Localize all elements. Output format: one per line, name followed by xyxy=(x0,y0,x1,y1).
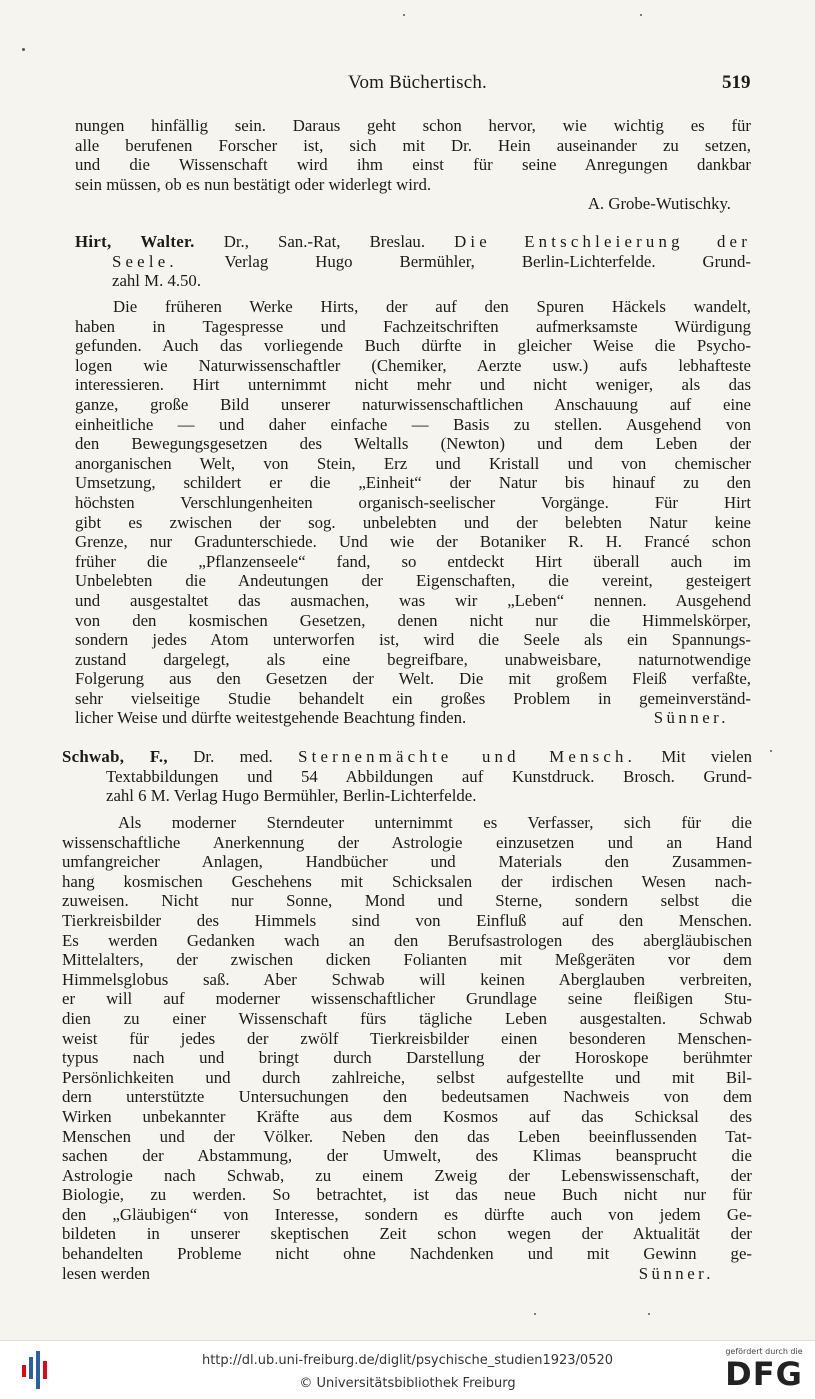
text-line: Unbelebten die Andeutungen der Eigenschaften, die vereint, gesteigert xyxy=(75,571,751,591)
text-line: den Bewegungsgesetzen des Weltalls (Newton) und dem Leben der xyxy=(75,434,751,454)
text-line: er will auf moderner wissenschaftlicher Grundlage seine fleißigen Stu- xyxy=(62,989,752,1009)
citation-line: Textabbildungen und 54 Abbildungen auf Kunstdruck. Brosch. Grund- xyxy=(106,766,752,786)
text-line: Astrologie nach Schwab, zu einem Zweig der Lebenswissenschaft, der xyxy=(62,1165,752,1185)
text-line: den „Gläubigen“ von Interesse, sondern es dürfte auch von jedem Ge- xyxy=(62,1204,752,1224)
text-line: Himmelsglobus saß. Aber Schwab will keinen Aberglauben verbreiten, xyxy=(62,969,752,989)
text-line: zustand dargelegt, als eine begreifbare, unabweisbare, naturnotwendige xyxy=(75,649,751,669)
citation-line xyxy=(75,232,751,252)
entry-author: Hirt, Walter. xyxy=(75,232,195,251)
text-line: hang kosmischen Geschehens mit Schicksalen der irdischen Wesen nach- xyxy=(62,871,752,891)
book-title: Die Entschleierung der xyxy=(454,232,751,251)
text-line: dern unterstützte Untersuchungen den bedeutsamen Nachweis von dem xyxy=(62,1087,752,1107)
text-line: haben in Tagespresse und Fachzeitschriften aufmerksamste Würdigung xyxy=(75,316,751,336)
citation-text: Mit vielen xyxy=(636,747,752,766)
review-signature: Sünner. xyxy=(638,1263,714,1283)
scan-speck xyxy=(648,1313,650,1315)
text-line: dien zu einer Wissenschaft fürs tägliche Leben ausgestalten. Schwab xyxy=(62,1008,752,1028)
text-line: Menschen und der Völker. Neben den das Leben beeinflussenden Tat- xyxy=(62,1126,752,1146)
text-line: behandelten Probleme nicht ohne Nachdenken und mit Gewinn ge- xyxy=(62,1244,752,1264)
scan-speck xyxy=(770,750,772,752)
scan-speck xyxy=(640,14,642,16)
scan-speck xyxy=(534,1313,536,1315)
citation-line xyxy=(62,747,752,767)
book-title: Seele. xyxy=(112,251,178,271)
book-title: Sternenmächte und Mensch. xyxy=(298,747,637,766)
text-line: Persönlichkeiten und durch zahlreiche, selbst aufgestellte und mit Bil- xyxy=(62,1067,752,1087)
review-body-hirt xyxy=(75,297,751,728)
text-line: sein müssen, ob es nun bestätigt oder widerlegt wird. xyxy=(75,174,432,194)
page-number: 519 xyxy=(722,72,751,93)
dfg-logo-text: DFG xyxy=(725,1355,803,1393)
review-signature: Sünner. xyxy=(653,708,729,728)
last-line-with-signature xyxy=(62,1264,752,1284)
text-line: alle berufenen Forscher ist, sich mit Dr. Hein auseinander zu setzen, xyxy=(75,135,751,155)
review-body-schwab xyxy=(62,813,752,1283)
dfg-logo xyxy=(720,1347,808,1395)
copyright-notice: © Universitätsbibliothek Freiburg xyxy=(299,1376,516,1391)
review-signature: A. Grobe-Wutischky. xyxy=(587,194,731,214)
text-line: sehr vielseitige Studie behandelt ein großes Problem in gemeinverständ- xyxy=(75,688,751,708)
text-line: nungen hinfällig sein. Daraus geht schon hervor, wie wichtig es für xyxy=(75,116,751,135)
text-line: zuweisen. Nicht nur Sonne, Mond und Sterne, sondern selbst die xyxy=(62,891,752,911)
text-line: anorganischen Welt, von Stein, Erz und Kristall und von chemischer xyxy=(75,453,751,473)
text-line: und die Wissenschaft wird ihm einst für seine Anregungen dankbar xyxy=(75,155,751,175)
text-line: gibt es zwischen der sog. unbelebten und der belebten Natur keine xyxy=(75,512,751,532)
text-line: ganze, große Bild unserer naturwissenschaftlichen Anschauung auf eine xyxy=(75,394,751,414)
viewer-footer xyxy=(0,1340,815,1399)
text-line: einheitliche — und daher einfache — Basis zu stellen. Ausgehend von xyxy=(75,414,751,434)
text-line: von den kosmischen Gesetzen, denen nicht nur die Himmelskörper, xyxy=(75,610,751,630)
citation-text: Verlag Hugo Bermühler, Berlin-Lichterfelde. Grund- xyxy=(177,251,751,271)
text-line: bildeten in unserer skeptischen Zeit schon wegen der Aktualität der xyxy=(62,1224,752,1244)
permalink-url[interactable]: http://dl.ub.uni-freiburg.de/diglit/psychische_studien1923/0520 xyxy=(201,1353,614,1368)
text-line: Folgerung aus den Gesetzen der Welt. Die mit großem Fleiß verfaßte, xyxy=(75,669,751,689)
last-line-with-signature xyxy=(75,708,751,728)
text-line: Es werden Gedanken wach an den Berufsastrologen des abergläubischen xyxy=(62,930,752,950)
text-line: wissenschaftliche Anerkennung der Astrologie einzusetzen und an Hand xyxy=(62,832,752,852)
citation-line: zahl 6 M. Verlag Hugo Bermühler, Berlin-Lichterfelde. xyxy=(106,786,477,806)
scan-speck xyxy=(22,48,25,51)
text-line: umfangreicher Anlagen, Handbücher und Materials den Zusammen- xyxy=(62,852,752,872)
text-line: Grenze, nur Gradunterschiede. Und wie der Botaniker R. H. Francé schon xyxy=(75,532,751,552)
citation-line xyxy=(75,252,751,272)
text-line: sondern jedes Atom unterworfen ist, wird die Seele als ein Spannungs- xyxy=(75,630,751,650)
text-line: lesen werden xyxy=(62,1263,151,1283)
text-line: weist für jedes der zwölf Tierkreisbilder einen besonderen Menschen- xyxy=(62,1028,752,1048)
text-line: Die früheren Werke Hirts, der auf den Spuren Häckels wandelt, xyxy=(113,297,751,316)
continuation-paragraph xyxy=(75,116,751,214)
text-line: Tierkreisbilder des Himmels sind von Einfluß auf den Menschen. xyxy=(62,910,752,930)
text-line: und ausgestaltet das ausmachen, was wir „Leben“ nennen. Ausgehend xyxy=(75,590,751,610)
text-line: typus nach und bringt durch Darstellung der Horoskope berühmter xyxy=(62,1048,752,1068)
book-entry-schwab xyxy=(62,747,752,806)
text-line: Umsetzung, schildert er die „Einheit“ der Natur bis hinauf zu den xyxy=(75,473,751,493)
running-header-title: Vom Büchertisch. xyxy=(347,72,487,93)
text-line: Mittelalters, der zwischen dicken Folianten mit Meßgeräten vor dem xyxy=(62,950,752,970)
text-line: logen wie Naturwissenschaftler (Chemiker, Aerzte usw.) aufs lebhafteste xyxy=(75,355,751,375)
dfg-caption: gefördert durch die xyxy=(725,1347,803,1356)
text-line: Biologie, zu werden. So betrachtet, ist das neue Buch nicht nur für xyxy=(62,1185,752,1205)
text-line: Wirken unbekannter Kräfte aus dem Kosmos auf das Schicksal des xyxy=(62,1106,752,1126)
citation-text: Dr. med. xyxy=(167,747,299,766)
citation-text: Dr., San.-Rat, Breslau. xyxy=(194,232,455,251)
text-line: licher Weise und dürfte weitestgehende Beachtung finden. xyxy=(75,708,467,728)
scan-speck xyxy=(403,14,405,16)
text-line: früher die „Pflanzenseele“ fand, so entdeckt Hirt überall auch im xyxy=(75,551,751,571)
text-line: interessieren. Hirt unternimmt nicht mehr und nicht weniger, als das xyxy=(75,375,751,395)
entry-author: Schwab, F., xyxy=(62,747,168,766)
book-entry-hirt xyxy=(75,232,751,291)
text-line: sachen der Abstammung, der Umwelt, des Klimas beansprucht die xyxy=(62,1146,752,1166)
citation-line: zahl M. 4.50. xyxy=(112,271,202,291)
text-line: gefunden. Auch das vorliegende Buch dürfte in gleicher Weise die Psycho- xyxy=(75,336,751,356)
text-line: Als moderner Sterndeuter unternimmt es Verfasser, sich für die xyxy=(118,813,752,832)
text-line: höchsten Verschlungenheiten organisch-seelischer Vorgänge. Für Hirt xyxy=(75,492,751,512)
